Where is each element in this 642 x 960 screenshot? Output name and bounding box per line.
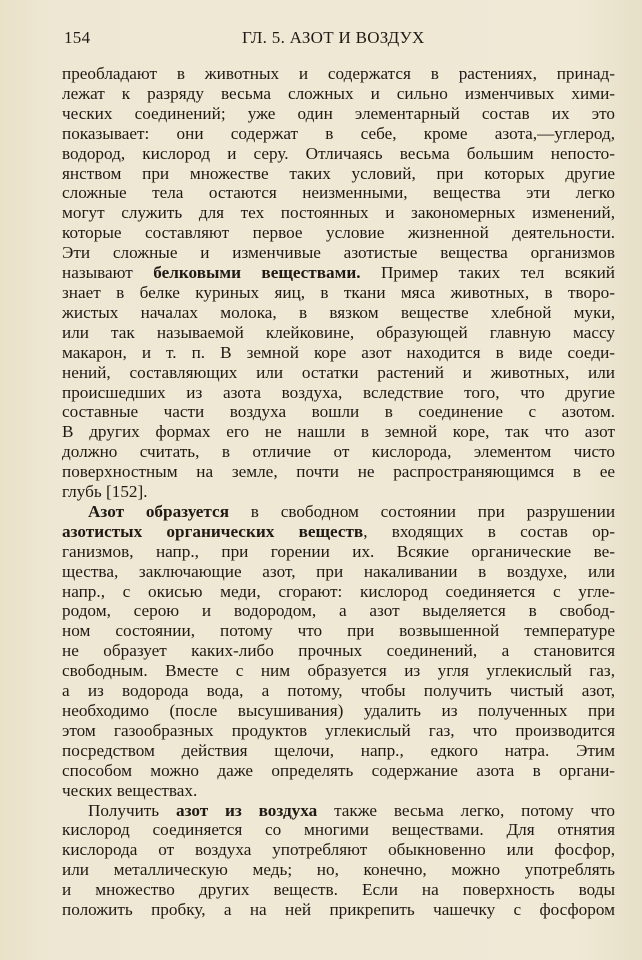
text-line: не образует каких-либо прочных соединений, а становится bbox=[62, 641, 615, 661]
text-line: кислорода от воздуха употребляют обыкновенно или фосфор, bbox=[62, 840, 615, 860]
text-line: сложные тела остаются неизменными, вещества эти легко bbox=[62, 183, 615, 203]
text-line: кислород соединяется со многими веществами. Для отнятия bbox=[62, 820, 615, 840]
text-line: щества, заключающие азот, при накаливании в воздухе, или bbox=[62, 561, 615, 581]
text-line: ческих соединений; уже один элементарный состав их это bbox=[62, 103, 615, 123]
text-line: родом, серою и водородом, а азот выделяется в свобод- bbox=[62, 601, 615, 621]
text-fragment: в свободном состоянии при разрушении bbox=[229, 501, 616, 521]
text-line: посредством действия щелочи, напр., едкого натра. Этим bbox=[62, 740, 615, 760]
paragraph-3 bbox=[62, 801, 615, 920]
text-fragment: Получить bbox=[88, 800, 176, 820]
text-line: лежат к разряду весьма сложных и сильно изменчивых хими- bbox=[62, 83, 615, 103]
text-line: янством при множестве таких условий, при которых другие bbox=[62, 163, 615, 183]
paragraph-2 bbox=[62, 502, 615, 801]
text-line: или так называемой клейковине, образующей главную массу bbox=[62, 322, 615, 342]
text-line: макарон, и т. п. В земной коре азот находится в виде соеди- bbox=[62, 342, 615, 362]
text-line: показывает: они содержат в себе, кроме азота,—углерод, bbox=[62, 123, 615, 143]
page-number: 154 bbox=[64, 28, 91, 47]
running-head: ГЛ. 5. АЗОТ И ВОЗДУХ bbox=[242, 28, 425, 47]
page-header bbox=[64, 28, 612, 52]
text-fragment: Пример таких тел всякий bbox=[360, 263, 615, 283]
text-line: способом можно даже определять содержание азота в органи- bbox=[62, 760, 615, 780]
text-line: могут служить для тех постоянных и закономерных изменений, bbox=[62, 203, 615, 223]
text-line: ном состоянии, потому что при возвышенной температуре bbox=[62, 621, 615, 641]
text-fragment: также весьма легко, потому что bbox=[317, 800, 615, 820]
text-line: напр., с окисью меди, сгорают: кислород соединяется с угле- bbox=[62, 581, 615, 601]
text-line: этом газообразных продуктов углекислый газ, что производится bbox=[62, 720, 615, 740]
text-fragment: называют bbox=[62, 263, 154, 283]
text-line bbox=[62, 263, 615, 283]
text-line: нений, составляющих или остатки растений и животных, или bbox=[62, 362, 615, 382]
text-line: знает в белке куриных яиц, в ткани мяса животных, в творо- bbox=[62, 282, 615, 302]
text-line: и множество других веществ. Если на поверхность воды bbox=[62, 880, 615, 900]
bold-term-protein-substances: белковыми веществами. bbox=[153, 263, 361, 283]
text-line: жистых началах молока, в вязком веществе хлебной муки, bbox=[62, 302, 615, 322]
text-line: а из водорода вода, а потому, чтобы получить чистый азот, bbox=[62, 681, 615, 701]
text-fragment: , входящих в состав ор- bbox=[363, 521, 615, 541]
text-line: В других формах его не нашли в земной коре, так что азот bbox=[62, 422, 615, 442]
text-line: глубь [152]. bbox=[62, 482, 148, 502]
paragraph-1 bbox=[62, 64, 615, 502]
text-line: Эти сложные и изменчивые азотистые вещества организмов bbox=[62, 243, 615, 263]
body-text bbox=[62, 64, 615, 920]
bold-term-nitrogen-from-air: азот из воздуха bbox=[175, 800, 318, 820]
text-line: ческих веществах. bbox=[62, 780, 198, 800]
text-line: положить пробку, а на ней прикрепить чашечку с фосфором bbox=[62, 900, 615, 920]
text-line bbox=[62, 522, 615, 542]
text-line: поверхностным на земле, почти не распространяющимся в ее bbox=[62, 462, 615, 482]
text-line: преобладают в животных и содержатся в растениях, принад- bbox=[62, 64, 615, 83]
bold-term-nitrogen-formed: Азот образуется bbox=[88, 501, 229, 521]
text-line: или металлическую медь; но, конечно, можно употреблять bbox=[62, 860, 615, 880]
text-line: происшедших из азота воздуха, вследствие того, что другие bbox=[62, 382, 615, 402]
text-line: должно считать, в отличие от кислорода, элементом чисто bbox=[62, 442, 615, 462]
bold-term-organic-substances: азотистых органических веществ bbox=[62, 521, 364, 541]
text-line: свободным. Вместе с ним образуется из угля углекислый газ, bbox=[62, 661, 615, 681]
text-line: которые составляют первое условие жизненной деятельности. bbox=[62, 223, 615, 243]
text-line: ганизмов, напр., при горении их. Всякие органические ве- bbox=[62, 541, 615, 561]
text-line bbox=[62, 502, 615, 522]
text-line: водород, кислород и серу. Отличаясь весьма большим непосто- bbox=[62, 143, 615, 163]
text-line: необходимо (после высушивания) удалить из полученных при bbox=[62, 701, 615, 720]
text-line bbox=[62, 801, 615, 821]
text-line: составные части воздуха вошли в соединение с азотом. bbox=[62, 402, 615, 422]
